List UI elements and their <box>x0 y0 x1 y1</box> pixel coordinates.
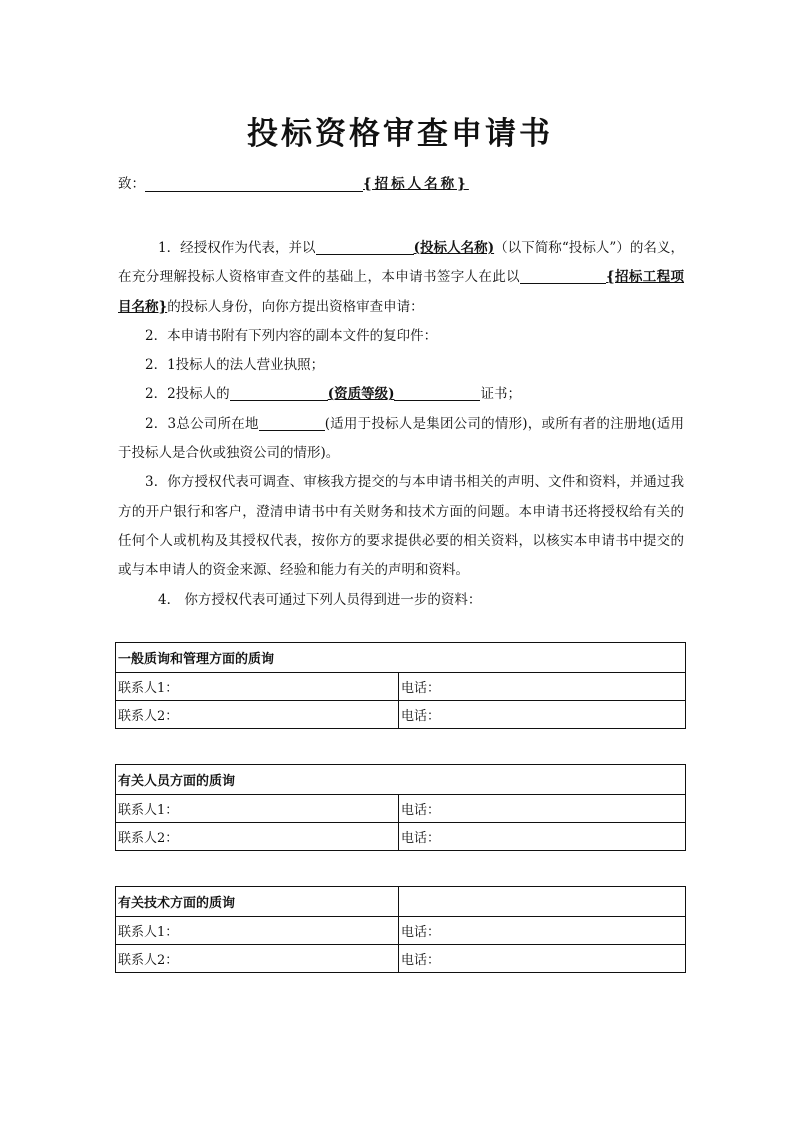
para22-suffix: 证书； <box>480 386 521 403</box>
para22-prefix: 2．2投标人的 <box>145 386 230 403</box>
contact-table-general <box>115 642 686 729</box>
para1-middle: （以下简称“投标人”）的名义，在充分理解投标人资格审查文件的基础上，本申请书签字人在此以 <box>118 240 684 286</box>
bidder-name-field: (投标人名称) <box>413 240 495 256</box>
recipient-label: 致： <box>118 176 145 192</box>
recipient-blank <box>145 178 363 192</box>
phone-cell: 电话： <box>399 701 686 729</box>
project-name-field: {招标工程项目名称} <box>118 269 685 315</box>
table-heading: 有关技术方面的质询 <box>116 887 399 917</box>
table-row <box>116 945 686 973</box>
phone-cell: 电话： <box>399 917 686 945</box>
table-heading: 有关人员方面的质询 <box>116 765 686 795</box>
qualification-level-field: (资质等级) <box>327 386 395 403</box>
contact-cell: 联系人2： <box>116 823 399 851</box>
para1-suffix: 的投标人身份，向你方提出资格审查申请： <box>167 298 424 315</box>
table-heading: 一般质询和管理方面的质询 <box>116 643 686 673</box>
blank-line <box>394 386 480 401</box>
paragraph-4: 4． 你方授权代表可通过下列人员得到进一步的资料： <box>158 591 482 608</box>
paragraph-3: 3．你方授权代表可调查、审核我方提交的与本申请书相关的声明、文件和资料，并通过我方的开户银行和客户，澄清申请书中有关财务和技术方面的问题。本申请书还将授权给有关的任何个人或机构及其授权代表，按你方的要求提供必要的相关资料，以核实本申请书中提交的或与本申请人的资金来源、经验和能力有关的声明和资料。 <box>118 474 684 579</box>
para1-prefix: 1．经授权作为代表，并以 <box>158 240 316 256</box>
phone-cell: 电话： <box>399 795 686 823</box>
paragraph-1 <box>118 234 684 322</box>
table-row <box>116 673 686 701</box>
table-row <box>116 701 686 729</box>
phone-cell: 电话： <box>399 673 686 701</box>
paragraph-2: 2．本申请书附有下列内容的副本文件的复印件： <box>145 327 438 344</box>
para23-suffix: (适用于投标人是集团公司的情形)，或所有者的注册地(适用于投标人是合伙或独资公司的情形)。 <box>118 415 684 462</box>
table-heading-empty <box>399 887 686 917</box>
blank-line <box>259 416 325 431</box>
document-title: 投标资格审查申请书 <box>247 116 553 152</box>
recipient-line <box>118 172 469 192</box>
paragraph-2-2 <box>118 380 684 409</box>
blank-line <box>316 240 414 255</box>
paragraph-2-1: 2．1投标人的法人营业执照； <box>145 357 325 374</box>
contact-cell: 联系人2： <box>116 701 399 729</box>
contact-cell: 联系人1： <box>116 917 399 945</box>
phone-cell: 电话： <box>399 823 686 851</box>
recipient-field: {招标人名称} <box>363 176 469 192</box>
table-row <box>116 823 686 851</box>
contact-cell: 联系人1： <box>116 795 399 823</box>
blank-line <box>230 386 328 401</box>
document-body <box>118 234 684 615</box>
contact-cell: 联系人1： <box>116 673 399 701</box>
contact-cell: 联系人2： <box>116 945 399 973</box>
blank-line <box>520 269 606 284</box>
table-row <box>116 917 686 945</box>
phone-cell: 电话： <box>399 945 686 973</box>
table-row <box>116 795 686 823</box>
para23-prefix: 2．3总公司所在地 <box>145 415 259 432</box>
contact-table-technical <box>115 886 686 973</box>
contact-table-personnel <box>115 764 686 851</box>
paragraph-2-3 <box>118 410 684 469</box>
